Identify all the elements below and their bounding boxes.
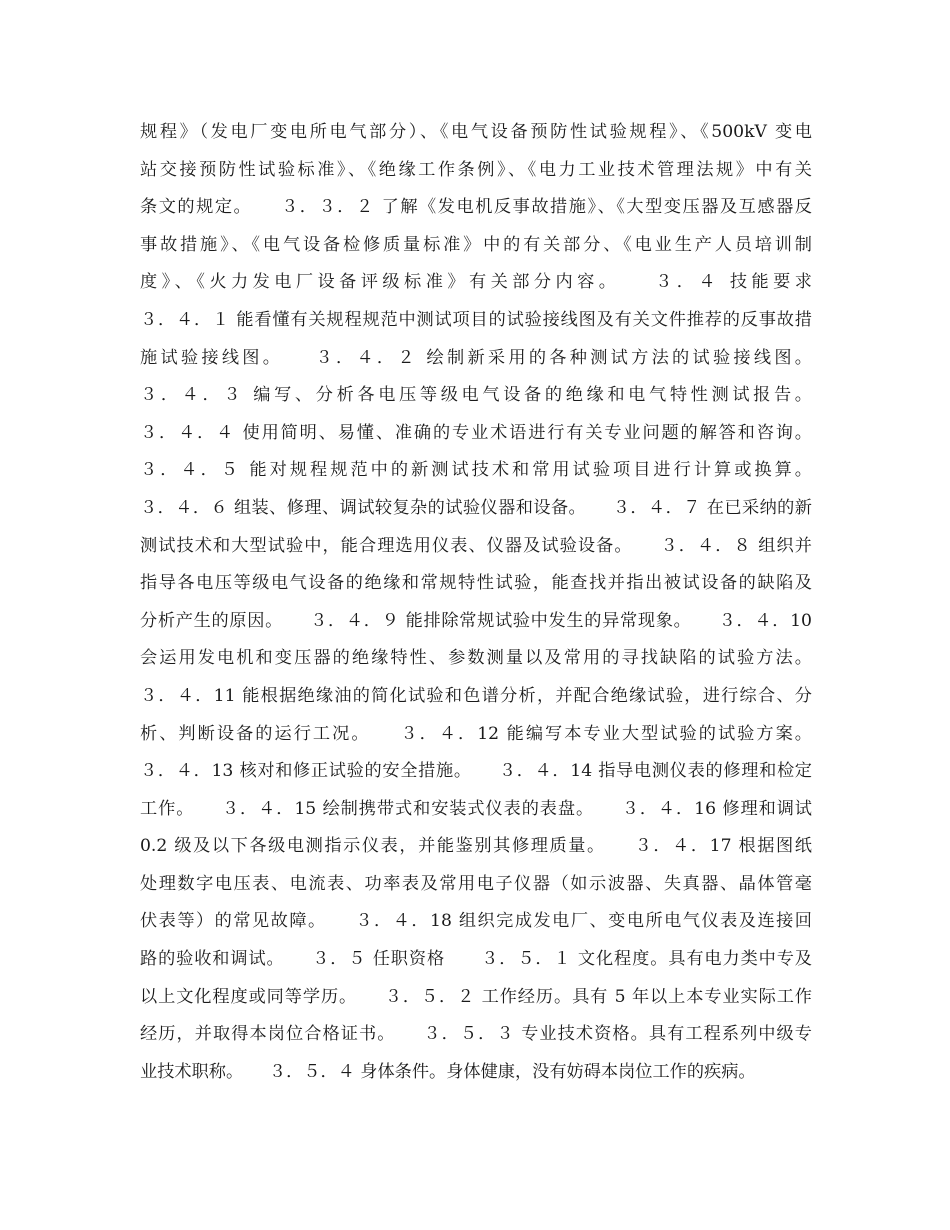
text-line: ３．４．３ 编写、分析各电压等级电气设备的绝缘和电气特性测试报告。 (140, 385, 812, 406)
text-line: 施试验接线图。 ３．４．２ 绘制新采用的各种测试方法的试验接线图。 (140, 347, 812, 368)
text-line: 伏表等）的常见故障。 ３．４．18 组织完成发电厂、变电所电气仪表及连接回 (140, 911, 812, 932)
text-line: ３．４．４ 使用简明、易懂、准确的专业术语进行有关专业问题的解答和咨询。 (140, 422, 812, 443)
text-line: ３．４．11 能根据绝缘油的简化试验和色谱分析，并配合绝缘试验，进行综合、分 (140, 685, 812, 706)
text-line: 会运用发电机和变压器的绝缘特性、参数测量以及常用的寻找缺陷的试验方法。 (140, 648, 812, 669)
body-text (140, 114, 812, 1091)
text-line: 测试技术和大型试验中，能合理选用仪表、仪器及试验设备。 ３．４．８ 组织并 (140, 535, 812, 556)
text-line: ３．４．１ 能看懂有关规程规范中测试项目的试验接线图及有关文件推荐的反事故措 (140, 309, 812, 330)
text-line: 规程》（发电厂变电所电气部分）、《电气设备预防性试验规程》、《500kV 变电 (140, 122, 812, 142)
text-line: ３．４．６ 组装、修理、调试较复杂的试验仪器和设备。 ３．４．７ 在已采纳的新 (140, 497, 812, 518)
text-line: 工作。 ３．４．15 绘制携带式和安装式仪表的表盘。 ３．４．16 修理和调试 (140, 798, 812, 819)
text-line: 处理数字电压表、电流表、功率表及常用电子仪器（如示波器、失真器、晶体管毫 (140, 873, 812, 894)
text-line: 0.2 级及以下各级电测指示仪表，并能鉴别其修理质量。 ３．４．17 根据图纸 (140, 836, 812, 857)
text-line: ３．４．13 核对和修正试验的安全措施。 ３．４．14 指导电测仪表的修理和检定 (140, 761, 812, 782)
text-line: 指导各电压等级电气设备的绝缘和常规特性试验，能查找并指出被试设备的缺陷及 (140, 573, 812, 594)
text-line: 站交接预防性试验标准》、《绝缘工作条例》、《电力工业技术管理法规》中有关 (140, 159, 812, 180)
text-line: 条文的规定。 ３．３．２ 了解《发电机反事故措施》、《大型变压器及互感器反 (140, 197, 812, 218)
text-line: 事故措施》、《电气设备检修质量标准》中的有关部分、《电业生产人员培训制 (140, 234, 812, 255)
text-line: 析、判断设备的运行工况。 ３．４．12 能编写本专业大型试验的试验方案。 (140, 723, 812, 744)
text-line: ３．４．５ 能对规程规范中的新测试技术和常用试验项目进行计算或换算。 (140, 460, 812, 481)
text-line: 度》、《火力发电厂设备评级标准》有关部分内容。 ３．４ 技能要求 (140, 272, 812, 293)
text-line: 经历，并取得本岗位合格证书。 ３．５．３ 专业技术资格。具有工程系列中级专 (140, 1024, 812, 1045)
text-line: 以上文化程度或同等学历。 ３．５．２ 工作经历。具有 5 年以上本专业实际工作 (140, 986, 812, 1007)
text-line: 路的验收和调试。 ３．５ 任职资格 ３．５．１ 文化程度。具有电力类中专及 (140, 949, 812, 970)
text-line: 业技术职称。 ３．５．４ 身体条件。身体健康，没有妨碍本岗位工作的疾病。 (140, 1061, 756, 1082)
text-line: 分析产生的原因。 ３．４．９ 能排除常规试验中发生的异常现象。 ３．４．10 (140, 610, 812, 631)
